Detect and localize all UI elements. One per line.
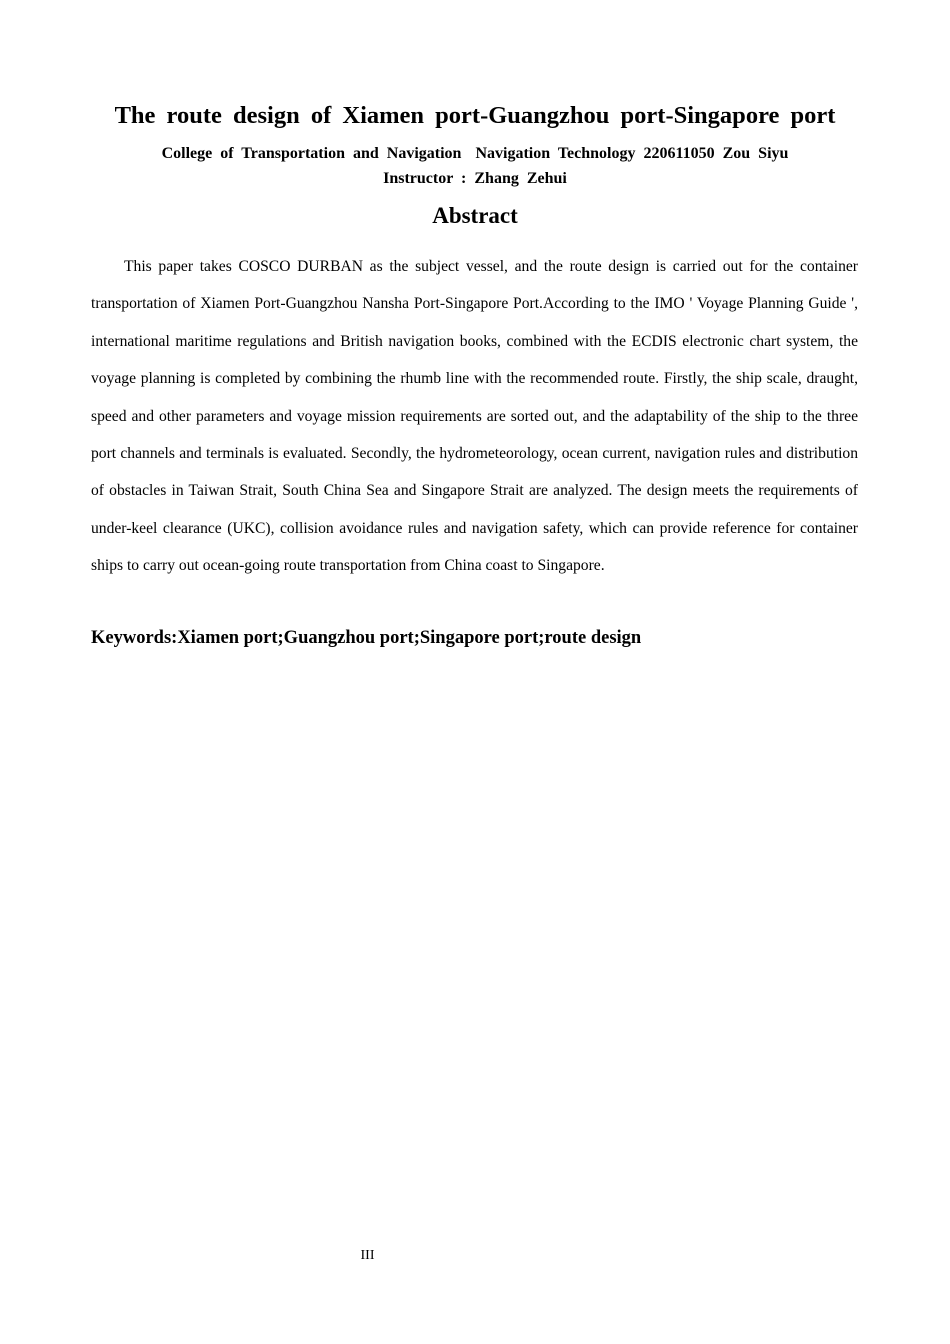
abstract-body: This paper takes COSCO DURBAN as the subject vessel, and the route design is carried out for the container transportation of Xiamen Port-Guangzhou Nansha Port-Singapore Port.According to the IMO ' Voyage Planning Guide ', international maritime regulations and British navigation books, combined with the ECDIS electronic chart system, the voyage planning is completed by combining the rhumb line with the recommended route. Firstly, the ship scale, draught, speed and other parameters and voyage mission requirements are sorted out, and the adaptability of the ship to the three port channels and terminals is evaluated. Secondly, the hydrometeorology, ocean current, navigation rules and distribution of obstacles in Taiwan Strait, South China Sea and Singapore Strait are analyzed. The design meets the requirements of under-keel clearance (UKC), collision avoidance rules and navigation safety, which can provide reference for container ships to carry out ocean-going route transportation from China coast to Singapore. xyxy=(91,258,858,575)
instructor-line: Instructor : Zhang Zehui xyxy=(383,170,567,187)
paper-title: The route design of Xiamen port-Guangzhou port-Singapore port xyxy=(114,102,836,129)
page-number: III xyxy=(360,1248,375,1263)
author-line xyxy=(0,143,950,165)
author-details: Navigation Technology 220611050 Zou Siyu xyxy=(475,145,789,162)
author-affiliation: College of Transportation and Navigation xyxy=(161,145,462,162)
abstract-heading: Abstract xyxy=(432,203,518,228)
keywords-line: Keywords:Xiamen port;Guangzhou port;Singapore port;route design xyxy=(91,628,642,648)
